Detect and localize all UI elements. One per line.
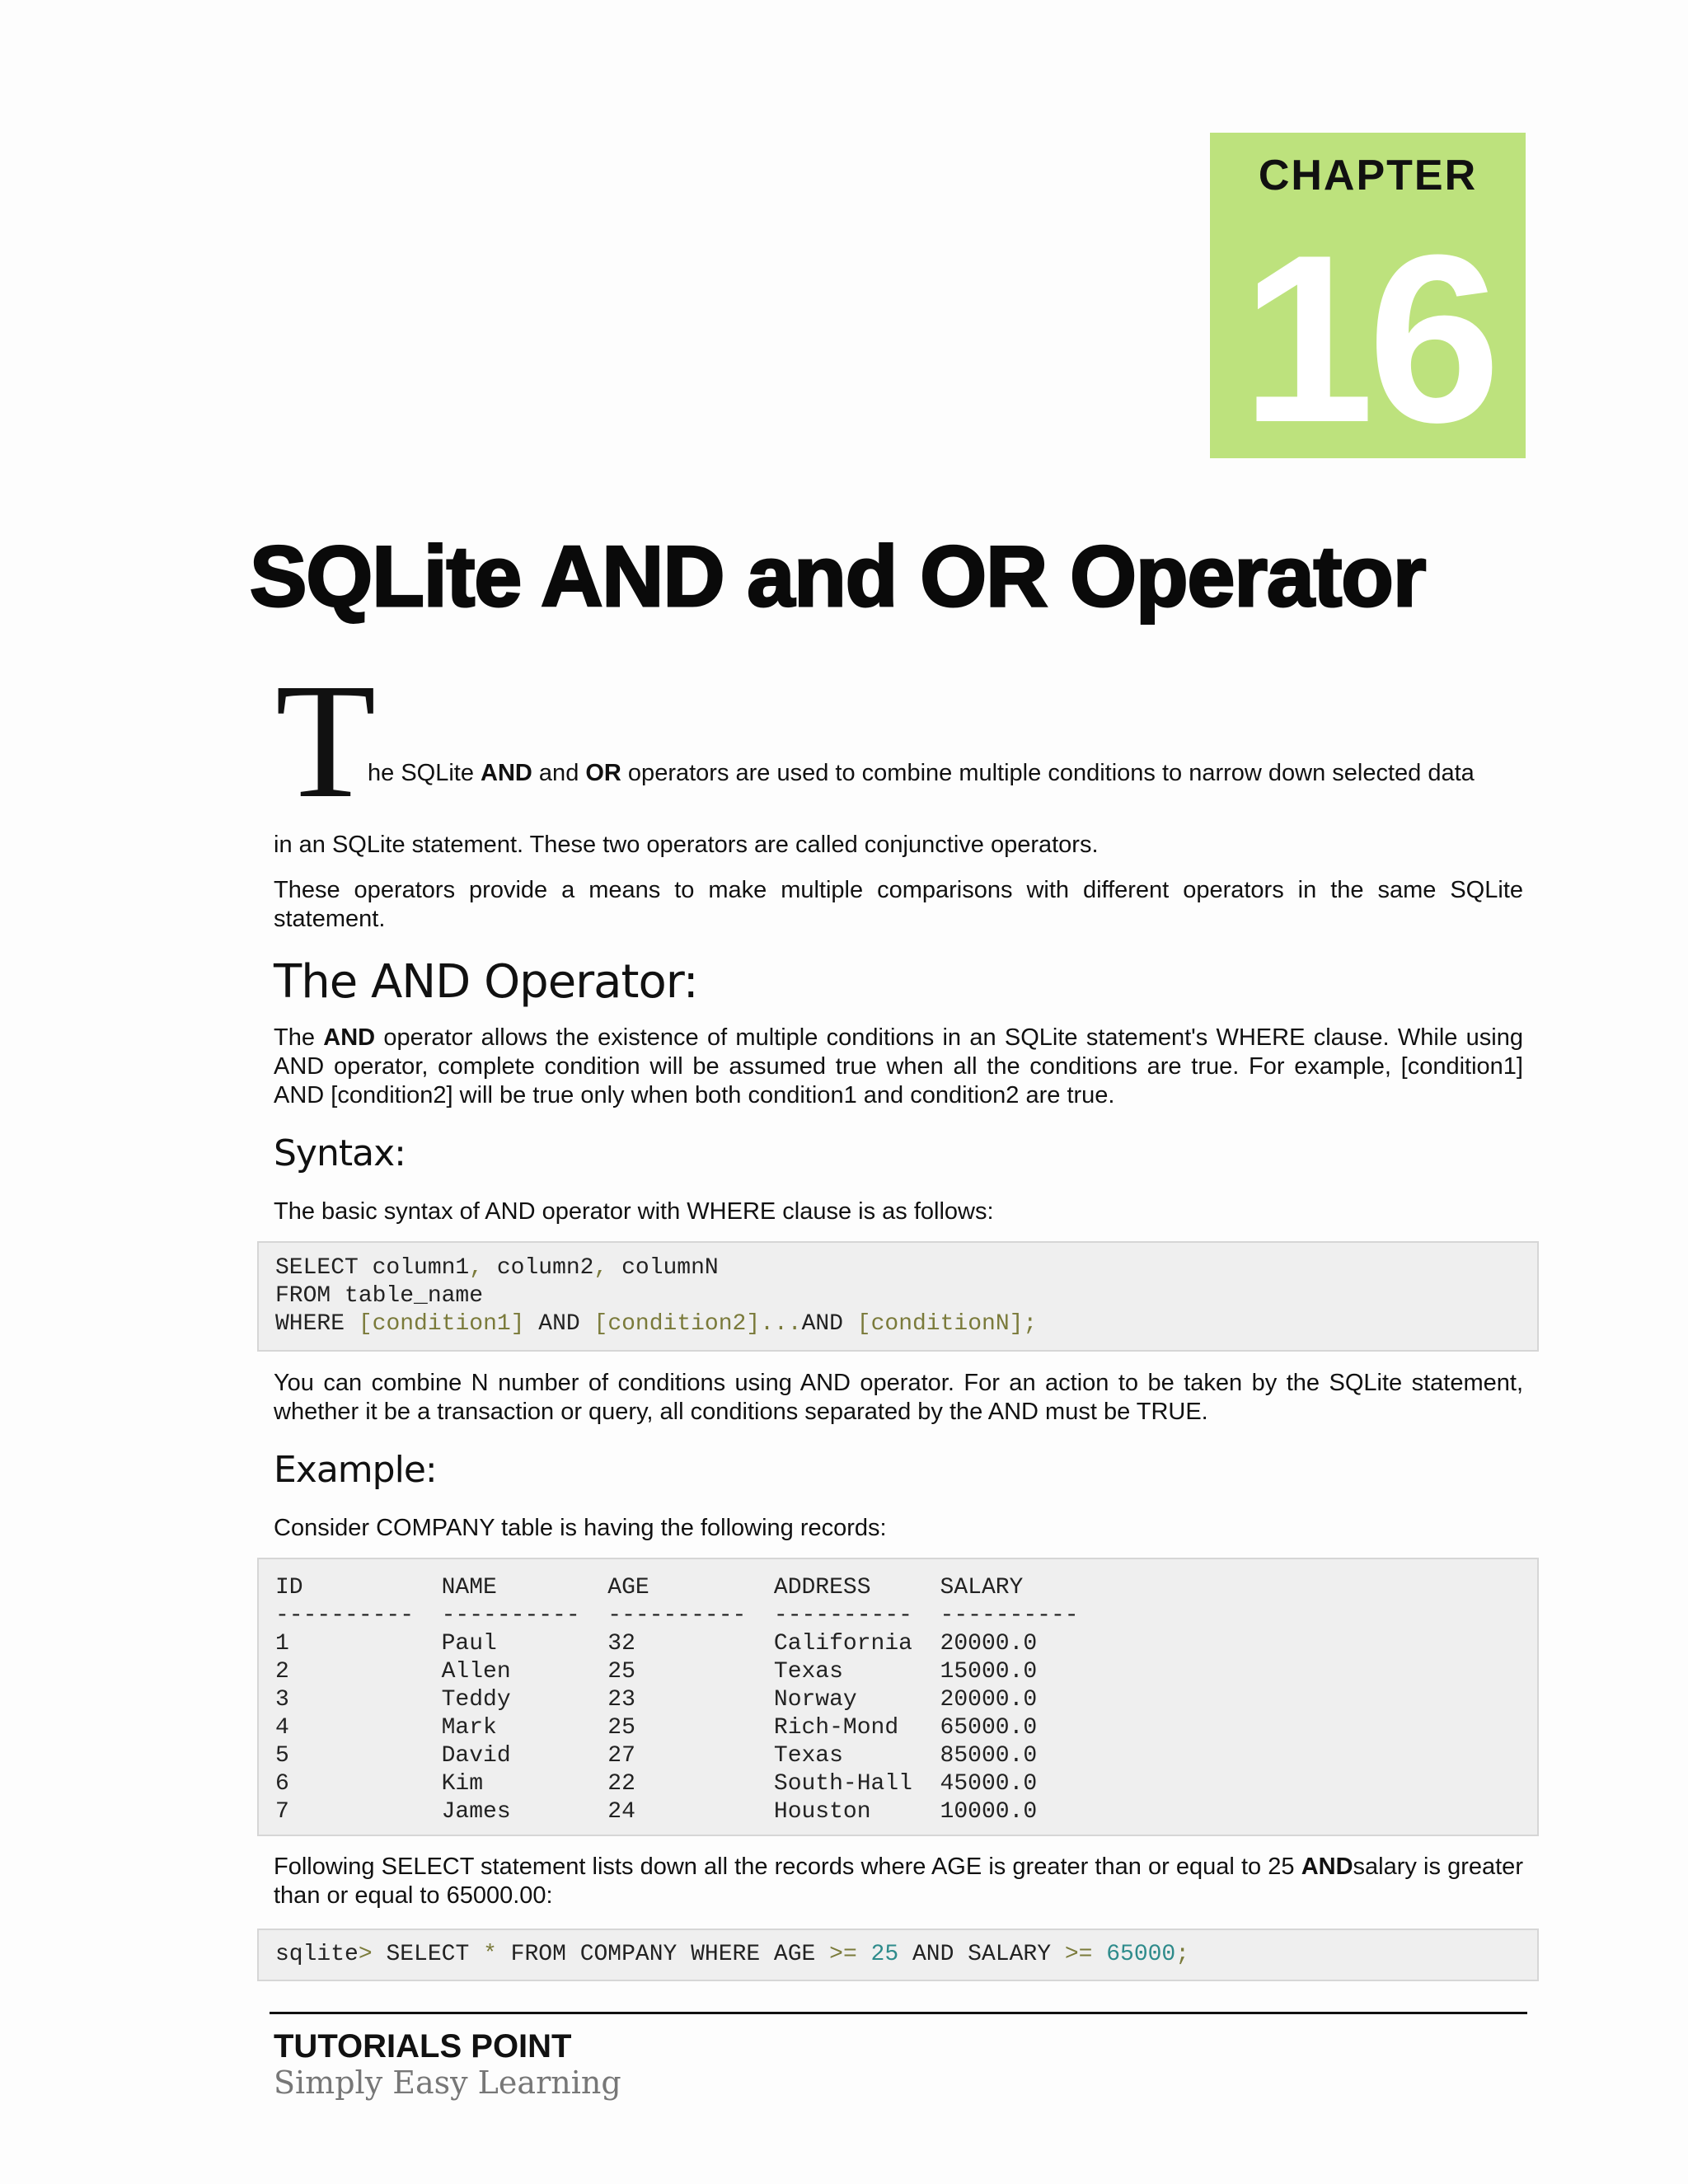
example-heading: Example:	[274, 1449, 437, 1491]
code-line: sqlite> SELECT * FROM COMPANY WHERE AGE >= 25 AND SALARY >= 65000;	[275, 1942, 1190, 1967]
syntax-intro: The basic syntax of AND operator with WHERE clause is as follows:	[274, 1198, 994, 1225]
drop-cap: T	[275, 650, 377, 832]
chapter-label: CHAPTER	[1258, 152, 1478, 199]
intro-line-2: in an SQLite statement. These two operators are called conjunctive operators.	[274, 832, 1099, 858]
page-title: SQLite AND and OR Operator	[250, 529, 1426, 625]
code-line: SELECT column1, column2, columnN	[275, 1255, 719, 1281]
table-row: 3 Teddy 23 Norway 20000.0	[275, 1687, 1038, 1713]
syntax-after-paragraph: You can combine N number of conditions using AND operator. For an action to be taken by the SQLite statement, whether it be a transaction or query, all conditions separated by the AND must be TRUE.	[274, 1370, 1523, 1425]
chapter-number: 16	[1241, 205, 1494, 472]
footer-divider	[270, 2012, 1527, 2014]
table-row: 2 Allen 25 Texas 15000.0	[275, 1659, 1038, 1685]
code-line: WHERE [condition1] AND [condition2]...AND [conditionN];	[275, 1311, 1038, 1337]
following-paragraph: Following SELECT statement lists down all the records where AGE is greater than or equal to 25 ANDsalary is greater than or equal to 65000.00:	[274, 1854, 1523, 1909]
chapter-badge	[1210, 133, 1526, 472]
and-operator-heading: The AND Operator:	[274, 955, 698, 1009]
table-rule: ---------- ---------- ---------- ---------- ----------	[275, 1603, 1079, 1629]
table-row: 5 David 27 Texas 85000.0	[275, 1743, 1038, 1769]
query-code-block	[257, 1929, 1539, 1981]
and-operator-paragraph: The AND operator allows the existence of multiple conditions in an SQLite statement's WHERE clause. While using AND operator, complete condition will be assumed true when all the conditions are true. For example, [condition1] AND [condition2] will be true only when both condition1 and condition2 are true.	[274, 1024, 1523, 1108]
intro-paragraph-2: These operators provide a means to make multiple comparisons with different operators in the same SQLite statement.	[274, 877, 1523, 932]
footer-tagline: Simply Easy Learning	[274, 2064, 621, 2101]
table-row: 4 Mark 25 Rich-Mond 65000.0	[275, 1715, 1038, 1741]
company-table-block	[257, 1558, 1539, 1836]
footer-brand: TUTORIALS POINT	[274, 2028, 572, 2064]
table-row: 7 James 24 Houston 10000.0	[275, 1799, 1038, 1825]
table-header: ID NAME AGE ADDRESS SALARY	[275, 1575, 1024, 1601]
table-row: 6 Kim 22 South-Hall 45000.0	[275, 1771, 1038, 1797]
syntax-code-block	[257, 1241, 1539, 1352]
example-intro: Consider COMPANY table is having the following records:	[274, 1515, 887, 1541]
syntax-heading: Syntax:	[274, 1132, 406, 1174]
intro-line-1: he SQLite AND and OR operators are used to combine multiple conditions to narrow down selected data	[368, 760, 1475, 786]
table-row: 1 Paul 32 California 20000.0	[275, 1631, 1038, 1657]
code-line: FROM table_name	[275, 1283, 484, 1309]
